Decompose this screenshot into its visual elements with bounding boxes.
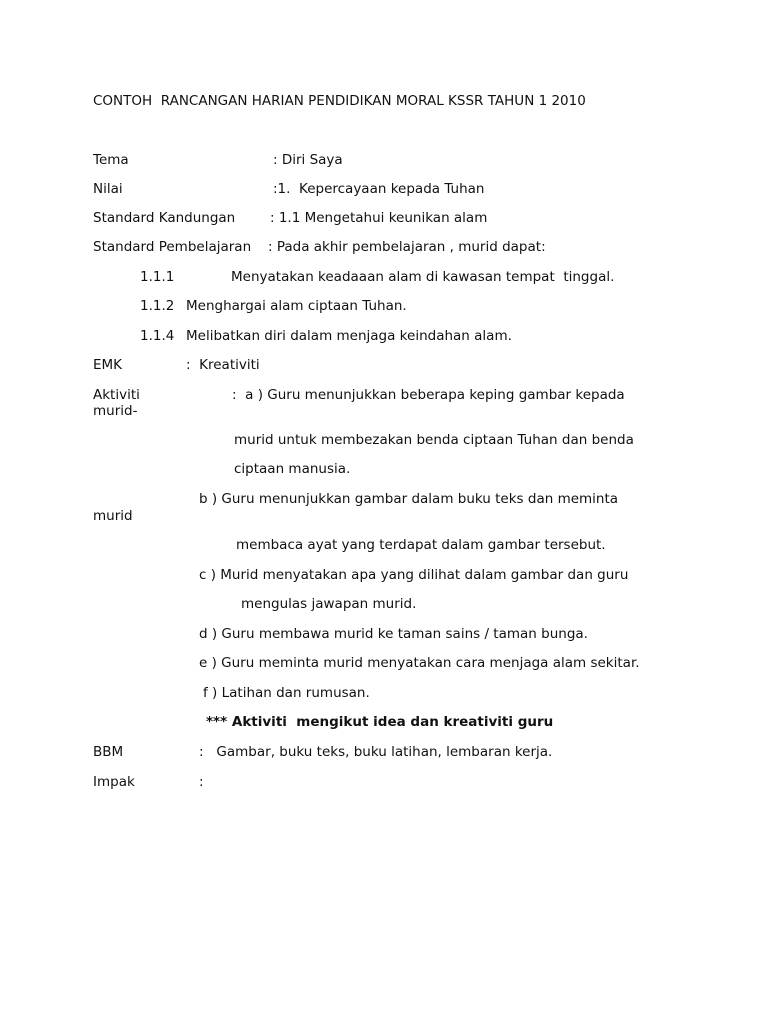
- aktiviti-label-continued: murid-: [93, 403, 138, 419]
- activity-b-line: b ) Guru menunjukkan gambar dalam buku teks dan meminta: [199, 491, 619, 507]
- activity-c-line: mengulas jawapan murid.: [241, 596, 417, 612]
- standard-text: Melibatkan diri dalam menjaga keindahan alam.: [186, 328, 512, 344]
- nilai-value: :1. Kepercayaan kepada Tuhan: [273, 181, 485, 197]
- activity-b-line: membaca ayat yang terdapat dalam gambar tersebut.: [236, 537, 606, 553]
- activity-note: *** Aktiviti mengikut idea dan kreativiti guru: [206, 714, 554, 730]
- activity-a-line: : a ) Guru menunjukkan beberapa keping gambar kepada: [232, 387, 625, 403]
- bbm-value: : Gambar, buku teks, buku latihan, lembaran kerja.: [199, 744, 553, 760]
- standard-number: 1.1.2: [140, 298, 175, 314]
- tema-label: Tema: [93, 152, 129, 168]
- emk-value: : Kreativiti: [186, 357, 260, 373]
- standard-text: Menyatakan keadaaan alam di kawasan tempat tinggal.: [231, 269, 615, 285]
- impak-label: Impak: [93, 774, 135, 790]
- impak-value: :: [199, 774, 204, 790]
- standard-kandungan-label: Standard Kandungan: [93, 210, 236, 226]
- activity-a-line: ciptaan manusia.: [234, 461, 351, 477]
- bbm-label: BBM: [93, 744, 124, 760]
- activity-b-wrap: murid: [93, 508, 133, 524]
- document-title: CONTOH RANCANGAN HARIAN PENDIDIKAN MORAL KSSR TAHUN 1 2010: [93, 93, 586, 109]
- standard-pembelajaran-label: Standard Pembelajaran: [93, 239, 252, 255]
- activity-d-line: d ) Guru membawa murid ke taman sains / taman bunga.: [199, 626, 588, 642]
- standard-kandungan-value: : 1.1 Mengetahui keunikan alam: [270, 210, 488, 226]
- activity-e-line: e ) Guru meminta murid menyatakan cara menjaga alam sekitar.: [199, 655, 640, 671]
- activity-c-line: c ) Murid menyatakan apa yang dilihat dalam gambar dan guru: [199, 567, 629, 583]
- standard-text: Menghargai alam ciptaan Tuhan.: [186, 298, 407, 314]
- activity-a-line: murid untuk membezakan benda ciptaan Tuhan dan benda: [234, 432, 634, 448]
- tema-value: : Diri Saya: [273, 152, 343, 168]
- standard-pembelajaran-value: : Pada akhir pembelajaran , murid dapat:: [268, 239, 546, 255]
- activity-f-line: f ) Latihan dan rumusan.: [203, 685, 370, 701]
- emk-label: EMK: [93, 357, 123, 373]
- aktiviti-label: Aktiviti: [93, 387, 140, 403]
- standard-number: 1.1.1: [140, 269, 175, 285]
- standard-number: 1.1.4: [140, 328, 175, 344]
- nilai-label: Nilai: [93, 181, 123, 197]
